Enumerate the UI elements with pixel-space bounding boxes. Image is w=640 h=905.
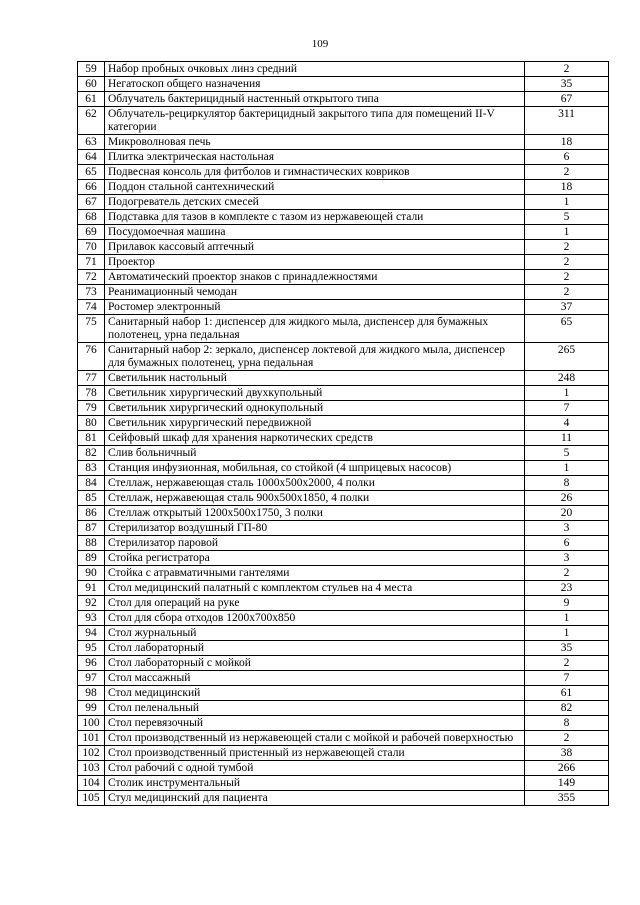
item-quantity: 1 <box>525 461 609 476</box>
table-row <box>78 716 609 731</box>
item-name: Стол пеленальный <box>105 701 525 716</box>
table-row <box>78 746 609 761</box>
row-number: 89 <box>78 551 105 566</box>
table-row <box>78 165 609 180</box>
item-quantity: 149 <box>525 776 609 791</box>
row-number: 105 <box>78 791 105 806</box>
table-row <box>78 791 609 806</box>
table-row <box>78 776 609 791</box>
item-quantity: 2 <box>525 566 609 581</box>
row-number: 92 <box>78 596 105 611</box>
item-quantity: 38 <box>525 746 609 761</box>
item-name: Стол производственный из нержавеющей стали с мойкой и рабочей поверхностью <box>105 731 525 746</box>
item-name: Стул медицинский для пациента <box>105 791 525 806</box>
item-name: Стеллаж открытый 1200х500х1750, 3 полки <box>105 506 525 521</box>
table-row <box>78 686 609 701</box>
table-row <box>78 180 609 195</box>
item-quantity: 9 <box>525 596 609 611</box>
item-quantity: 11 <box>525 431 609 446</box>
item-name: Стойка с атравматичными гантелями <box>105 566 525 581</box>
row-number: 88 <box>78 536 105 551</box>
row-number: 90 <box>78 566 105 581</box>
row-number: 96 <box>78 656 105 671</box>
item-name: Стол лабораторный <box>105 641 525 656</box>
row-number: 61 <box>78 92 105 107</box>
item-name: Слив больничный <box>105 446 525 461</box>
item-quantity: 18 <box>525 180 609 195</box>
item-quantity: 2 <box>525 240 609 255</box>
item-name: Поддон стальной сантехнический <box>105 180 525 195</box>
item-quantity: 2 <box>525 285 609 300</box>
row-number: 70 <box>78 240 105 255</box>
row-number: 94 <box>78 626 105 641</box>
table-body <box>78 62 609 806</box>
equipment-table <box>77 61 609 806</box>
item-quantity: 3 <box>525 551 609 566</box>
row-number: 86 <box>78 506 105 521</box>
table-row <box>78 300 609 315</box>
item-name: Стол массажный <box>105 671 525 686</box>
page-number: 109 <box>311 38 329 50</box>
table-row <box>78 92 609 107</box>
item-quantity: 23 <box>525 581 609 596</box>
table-row <box>78 671 609 686</box>
table-row <box>78 761 609 776</box>
table-row <box>78 315 609 343</box>
item-quantity: 67 <box>525 92 609 107</box>
item-name: Стол производственный пристенный из нержавеющей стали <box>105 746 525 761</box>
row-number: 73 <box>78 285 105 300</box>
table-row <box>78 195 609 210</box>
item-name: Стол медицинский <box>105 686 525 701</box>
table-row <box>78 225 609 240</box>
row-number: 79 <box>78 401 105 416</box>
row-number: 69 <box>78 225 105 240</box>
item-quantity: 5 <box>525 210 609 225</box>
row-number: 71 <box>78 255 105 270</box>
item-name: Стол перевязочный <box>105 716 525 731</box>
table-row <box>78 371 609 386</box>
table-row <box>78 446 609 461</box>
item-name: Стеллаж, нержавеющая сталь 1000х500х2000, 4 полки <box>105 476 525 491</box>
table-row <box>78 551 609 566</box>
item-quantity: 355 <box>525 791 609 806</box>
item-quantity: 2 <box>525 731 609 746</box>
item-name: Негатоскоп общего назначения <box>105 77 525 92</box>
item-name: Автоматический проектор знаков с принадлежностями <box>105 270 525 285</box>
table-row <box>78 731 609 746</box>
table-row <box>78 476 609 491</box>
table-row <box>78 581 609 596</box>
item-name: Стерилизатор воздушный ГП-80 <box>105 521 525 536</box>
row-number: 97 <box>78 671 105 686</box>
table-row <box>78 386 609 401</box>
row-number: 103 <box>78 761 105 776</box>
item-quantity: 1 <box>525 195 609 210</box>
table-row <box>78 77 609 92</box>
row-number: 104 <box>78 776 105 791</box>
item-name: Стеллаж, нержавеющая сталь 900х500х1850, 4 полки <box>105 491 525 506</box>
item-name: Стол для операций на руке <box>105 596 525 611</box>
item-quantity: 2 <box>525 270 609 285</box>
item-quantity: 6 <box>525 150 609 165</box>
table-row <box>78 135 609 150</box>
row-number: 72 <box>78 270 105 285</box>
item-quantity: 2 <box>525 656 609 671</box>
table-row <box>78 255 609 270</box>
item-quantity: 35 <box>525 641 609 656</box>
row-number: 59 <box>78 62 105 77</box>
table-row <box>78 416 609 431</box>
item-quantity: 7 <box>525 671 609 686</box>
item-quantity: 20 <box>525 506 609 521</box>
row-number: 95 <box>78 641 105 656</box>
table-row <box>78 461 609 476</box>
item-quantity: 248 <box>525 371 609 386</box>
item-name: Проектор <box>105 255 525 270</box>
item-name: Облучатель-рециркулятор бактерицидный закрытого типа для помещений II-V категории <box>105 107 525 135</box>
row-number: 66 <box>78 180 105 195</box>
row-number: 101 <box>78 731 105 746</box>
item-name: Стойка регистратора <box>105 551 525 566</box>
table-row <box>78 626 609 641</box>
row-number: 84 <box>78 476 105 491</box>
item-quantity: 65 <box>525 315 609 343</box>
row-number: 63 <box>78 135 105 150</box>
item-name: Стол лабораторный с мойкой <box>105 656 525 671</box>
item-name: Стол медицинский палатный с комплектом стульев на 4 места <box>105 581 525 596</box>
row-number: 77 <box>78 371 105 386</box>
item-quantity: 2 <box>525 165 609 180</box>
table-row <box>78 656 609 671</box>
item-name: Светильник хирургический однокупольный <box>105 401 525 416</box>
item-name: Набор пробных очковых линз средний <box>105 62 525 77</box>
item-quantity: 1 <box>525 611 609 626</box>
table-row <box>78 150 609 165</box>
item-name: Сейфовый шкаф для хранения наркотических средств <box>105 431 525 446</box>
item-name: Санитарный набор 2: зеркало, диспенсер локтевой для жидкого мыла, диспенсер для бумажных полотенец, урна педальная <box>105 343 525 371</box>
row-number: 98 <box>78 686 105 701</box>
row-number: 75 <box>78 315 105 343</box>
item-name: Подвесная консоль для фитболов и гимнастических ковриков <box>105 165 525 180</box>
item-quantity: 2 <box>525 255 609 270</box>
item-name: Подогреватель детских смесей <box>105 195 525 210</box>
row-number: 74 <box>78 300 105 315</box>
table-row <box>78 62 609 77</box>
item-quantity: 26 <box>525 491 609 506</box>
row-number: 68 <box>78 210 105 225</box>
row-number: 62 <box>78 107 105 135</box>
item-quantity: 61 <box>525 686 609 701</box>
table-row <box>78 210 609 225</box>
item-name: Посудомоечная машина <box>105 225 525 240</box>
item-name: Стол для сбора отходов 1200х700х850 <box>105 611 525 626</box>
table-row <box>78 536 609 551</box>
item-quantity: 8 <box>525 716 609 731</box>
row-number: 80 <box>78 416 105 431</box>
table-row <box>78 491 609 506</box>
row-number: 60 <box>78 77 105 92</box>
item-name: Столик инструментальный <box>105 776 525 791</box>
item-name: Светильник настольный <box>105 371 525 386</box>
table-row <box>78 401 609 416</box>
item-quantity: 35 <box>525 77 609 92</box>
item-quantity: 1 <box>525 386 609 401</box>
item-name: Прилавок кассовый аптечный <box>105 240 525 255</box>
row-number: 85 <box>78 491 105 506</box>
item-quantity: 2 <box>525 62 609 77</box>
row-number: 91 <box>78 581 105 596</box>
row-number: 76 <box>78 343 105 371</box>
row-number: 100 <box>78 716 105 731</box>
item-quantity: 266 <box>525 761 609 776</box>
item-quantity: 8 <box>525 476 609 491</box>
table-row <box>78 270 609 285</box>
table-row <box>78 285 609 300</box>
item-quantity: 1 <box>525 626 609 641</box>
item-name: Стерилизатор паровой <box>105 536 525 551</box>
table-row <box>78 566 609 581</box>
item-quantity: 6 <box>525 536 609 551</box>
table-row <box>78 506 609 521</box>
item-quantity: 1 <box>525 225 609 240</box>
item-quantity: 4 <box>525 416 609 431</box>
row-number: 102 <box>78 746 105 761</box>
table-row <box>78 107 609 135</box>
table-row <box>78 343 609 371</box>
item-quantity: 82 <box>525 701 609 716</box>
item-name: Облучатель бактерицидный настенный открытого типа <box>105 92 525 107</box>
item-name: Санитарный набор 1: диспенсер для жидкого мыла, диспенсер для бумажных полотенец, урна педальная <box>105 315 525 343</box>
item-name: Светильник хирургический двухкупольный <box>105 386 525 401</box>
item-name: Светильник хирургический передвижной <box>105 416 525 431</box>
row-number: 93 <box>78 611 105 626</box>
row-number: 78 <box>78 386 105 401</box>
row-number: 81 <box>78 431 105 446</box>
item-name: Стол журнальный <box>105 626 525 641</box>
item-name: Станция инфузионная, мобильная, со стойкой (4 шприцевых насосов) <box>105 461 525 476</box>
table-row <box>78 521 609 536</box>
item-name: Плитка электрическая настольная <box>105 150 525 165</box>
item-quantity: 311 <box>525 107 609 135</box>
item-name: Подставка для тазов в комплекте с тазом из нержавеющей стали <box>105 210 525 225</box>
item-name: Микроволновая печь <box>105 135 525 150</box>
row-number: 99 <box>78 701 105 716</box>
table-row <box>78 641 609 656</box>
table-row <box>78 596 609 611</box>
item-quantity: 5 <box>525 446 609 461</box>
item-quantity: 37 <box>525 300 609 315</box>
item-quantity: 265 <box>525 343 609 371</box>
row-number: 65 <box>78 165 105 180</box>
table-row <box>78 240 609 255</box>
item-name: Ростомер электронный <box>105 300 525 315</box>
item-quantity: 7 <box>525 401 609 416</box>
item-name: Реанимационный чемодан <box>105 285 525 300</box>
row-number: 64 <box>78 150 105 165</box>
row-number: 83 <box>78 461 105 476</box>
row-number: 82 <box>78 446 105 461</box>
item-name: Стол рабочий с одной тумбой <box>105 761 525 776</box>
table-row <box>78 431 609 446</box>
item-quantity: 18 <box>525 135 609 150</box>
item-quantity: 3 <box>525 521 609 536</box>
table-row <box>78 701 609 716</box>
row-number: 67 <box>78 195 105 210</box>
row-number: 87 <box>78 521 105 536</box>
table-row <box>78 611 609 626</box>
